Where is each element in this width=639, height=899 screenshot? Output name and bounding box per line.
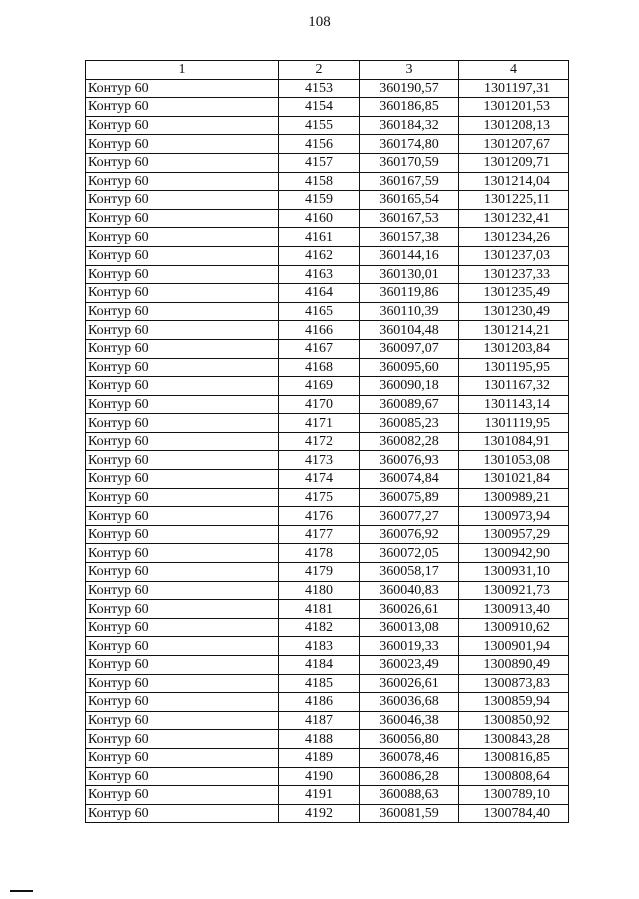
point-number-cell: 4160	[279, 209, 360, 228]
point-number-cell: 4173	[279, 451, 360, 470]
x-coordinate-cell: 360076,92	[360, 525, 459, 544]
x-coordinate-cell: 360190,57	[360, 79, 459, 98]
x-coordinate-cell: 360086,28	[360, 767, 459, 786]
contour-name-cell: Контур 60	[86, 321, 279, 340]
x-coordinate-cell: 360019,33	[360, 637, 459, 656]
y-coordinate-cell: 1301201,53	[459, 98, 569, 117]
x-coordinate-cell: 360085,23	[360, 414, 459, 433]
y-coordinate-cell: 1301197,31	[459, 79, 569, 98]
x-coordinate-cell: 360036,68	[360, 693, 459, 712]
x-coordinate-cell: 360104,48	[360, 321, 459, 340]
contour-name-cell: Контур 60	[86, 116, 279, 135]
table-row	[86, 581, 569, 600]
point-number-cell: 4181	[279, 600, 360, 619]
contour-name-cell: Контур 60	[86, 748, 279, 767]
contour-name-cell: Контур 60	[86, 451, 279, 470]
x-coordinate-cell: 360167,59	[360, 172, 459, 191]
point-number-cell: 4177	[279, 525, 360, 544]
contour-name-cell: Контур 60	[86, 730, 279, 749]
x-coordinate-cell: 360110,39	[360, 302, 459, 321]
table-row	[86, 209, 569, 228]
table-row	[86, 470, 569, 489]
y-coordinate-cell: 1301214,21	[459, 321, 569, 340]
y-coordinate-cell: 1301119,95	[459, 414, 569, 433]
column-header-4: 4	[459, 61, 569, 80]
y-coordinate-cell: 1300816,85	[459, 748, 569, 767]
point-number-cell: 4185	[279, 674, 360, 693]
contour-name-cell: Контур 60	[86, 581, 279, 600]
y-coordinate-cell: 1301214,04	[459, 172, 569, 191]
x-coordinate-cell: 360040,83	[360, 581, 459, 600]
x-coordinate-cell: 360023,49	[360, 656, 459, 675]
table-row	[86, 804, 569, 823]
y-coordinate-cell: 1301237,03	[459, 246, 569, 265]
y-coordinate-cell: 1301195,95	[459, 358, 569, 377]
y-coordinate-cell: 1301084,91	[459, 432, 569, 451]
table-row	[86, 321, 569, 340]
contour-name-cell: Контур 60	[86, 98, 279, 117]
point-number-cell: 4154	[279, 98, 360, 117]
y-coordinate-cell: 1301237,33	[459, 265, 569, 284]
point-number-cell: 4189	[279, 748, 360, 767]
table-row	[86, 451, 569, 470]
table-row	[86, 674, 569, 693]
point-number-cell: 4169	[279, 377, 360, 396]
point-number-cell: 4171	[279, 414, 360, 433]
contour-name-cell: Контур 60	[86, 358, 279, 377]
x-coordinate-cell: 360076,93	[360, 451, 459, 470]
point-number-cell: 4175	[279, 488, 360, 507]
table-row	[86, 358, 569, 377]
x-coordinate-cell: 360075,89	[360, 488, 459, 507]
contour-name-cell: Контур 60	[86, 228, 279, 247]
contour-name-cell: Контур 60	[86, 600, 279, 619]
table-row	[86, 191, 569, 210]
y-coordinate-cell: 1300850,92	[459, 711, 569, 730]
point-number-cell: 4166	[279, 321, 360, 340]
table-header-row	[86, 61, 569, 80]
contour-name-cell: Контур 60	[86, 135, 279, 154]
y-coordinate-cell: 1300890,49	[459, 656, 569, 675]
table-row	[86, 153, 569, 172]
y-coordinate-cell: 1300989,21	[459, 488, 569, 507]
table-row	[86, 265, 569, 284]
table-row	[86, 414, 569, 433]
contour-name-cell: Контур 60	[86, 284, 279, 303]
table-row	[86, 339, 569, 358]
x-coordinate-cell: 360095,60	[360, 358, 459, 377]
contour-name-cell: Контур 60	[86, 563, 279, 582]
y-coordinate-cell: 1300931,10	[459, 563, 569, 582]
table-row	[86, 98, 569, 117]
contour-name-cell: Контур 60	[86, 711, 279, 730]
x-coordinate-cell: 360184,32	[360, 116, 459, 135]
y-coordinate-cell: 1301230,49	[459, 302, 569, 321]
table-row	[86, 600, 569, 619]
table-row	[86, 525, 569, 544]
x-coordinate-cell: 360046,38	[360, 711, 459, 730]
y-coordinate-cell: 1300957,29	[459, 525, 569, 544]
contour-name-cell: Контур 60	[86, 525, 279, 544]
point-number-cell: 4159	[279, 191, 360, 210]
x-coordinate-cell: 360081,59	[360, 804, 459, 823]
table-row	[86, 284, 569, 303]
point-number-cell: 4186	[279, 693, 360, 712]
point-number-cell: 4164	[279, 284, 360, 303]
point-number-cell: 4163	[279, 265, 360, 284]
table-row	[86, 377, 569, 396]
x-coordinate-cell: 360170,59	[360, 153, 459, 172]
point-number-cell: 4184	[279, 656, 360, 675]
column-header-3: 3	[360, 61, 459, 80]
y-coordinate-cell: 1300859,94	[459, 693, 569, 712]
table-row	[86, 563, 569, 582]
contour-name-cell: Контур 60	[86, 172, 279, 191]
contour-name-cell: Контур 60	[86, 618, 279, 637]
contour-name-cell: Контур 60	[86, 339, 279, 358]
point-number-cell: 4155	[279, 116, 360, 135]
y-coordinate-cell: 1301235,49	[459, 284, 569, 303]
y-coordinate-cell: 1300873,83	[459, 674, 569, 693]
y-coordinate-cell: 1300789,10	[459, 786, 569, 805]
x-coordinate-cell: 360074,84	[360, 470, 459, 489]
x-coordinate-cell: 360026,61	[360, 600, 459, 619]
point-number-cell: 4176	[279, 507, 360, 526]
y-coordinate-cell: 1301053,08	[459, 451, 569, 470]
point-number-cell: 4157	[279, 153, 360, 172]
y-coordinate-cell: 1300942,90	[459, 544, 569, 563]
contour-name-cell: Контур 60	[86, 302, 279, 321]
point-number-cell: 4182	[279, 618, 360, 637]
point-number-cell: 4183	[279, 637, 360, 656]
contour-name-cell: Контур 60	[86, 209, 279, 228]
contour-name-cell: Контур 60	[86, 377, 279, 396]
point-number-cell: 4158	[279, 172, 360, 191]
contour-name-cell: Контур 60	[86, 414, 279, 433]
table-row	[86, 693, 569, 712]
table-row	[86, 711, 569, 730]
contour-name-cell: Контур 60	[86, 767, 279, 786]
x-coordinate-cell: 360186,85	[360, 98, 459, 117]
table-row	[86, 116, 569, 135]
point-number-cell: 4192	[279, 804, 360, 823]
coordinates-table-body	[86, 61, 569, 823]
point-number-cell: 4161	[279, 228, 360, 247]
x-coordinate-cell: 360167,53	[360, 209, 459, 228]
page-corner-mark	[10, 890, 33, 892]
y-coordinate-cell: 1301234,26	[459, 228, 569, 247]
x-coordinate-cell: 360026,61	[360, 674, 459, 693]
contour-name-cell: Контур 60	[86, 544, 279, 563]
coordinates-table	[85, 60, 569, 823]
table-row	[86, 730, 569, 749]
point-number-cell: 4191	[279, 786, 360, 805]
contour-name-cell: Контур 60	[86, 470, 279, 489]
y-coordinate-cell: 1300973,94	[459, 507, 569, 526]
x-coordinate-cell: 360058,17	[360, 563, 459, 582]
table-row	[86, 228, 569, 247]
table-row	[86, 618, 569, 637]
y-coordinate-cell: 1300808,64	[459, 767, 569, 786]
x-coordinate-cell: 360088,63	[360, 786, 459, 805]
y-coordinate-cell: 1301225,11	[459, 191, 569, 210]
x-coordinate-cell: 360119,86	[360, 284, 459, 303]
point-number-cell: 4178	[279, 544, 360, 563]
y-coordinate-cell: 1301021,84	[459, 470, 569, 489]
point-number-cell: 4187	[279, 711, 360, 730]
table-row	[86, 786, 569, 805]
point-number-cell: 4179	[279, 563, 360, 582]
x-coordinate-cell: 360077,27	[360, 507, 459, 526]
table-row	[86, 172, 569, 191]
point-number-cell: 4156	[279, 135, 360, 154]
y-coordinate-cell: 1300913,40	[459, 600, 569, 619]
column-header-1: 1	[86, 61, 279, 80]
y-coordinate-cell: 1301232,41	[459, 209, 569, 228]
y-coordinate-cell: 1300910,62	[459, 618, 569, 637]
x-coordinate-cell: 360056,80	[360, 730, 459, 749]
column-header-2: 2	[279, 61, 360, 80]
contour-name-cell: Контур 60	[86, 637, 279, 656]
point-number-cell: 4167	[279, 339, 360, 358]
contour-name-cell: Контур 60	[86, 786, 279, 805]
contour-name-cell: Контур 60	[86, 674, 279, 693]
contour-name-cell: Контур 60	[86, 395, 279, 414]
x-coordinate-cell: 360078,46	[360, 748, 459, 767]
x-coordinate-cell: 360089,67	[360, 395, 459, 414]
table-row	[86, 637, 569, 656]
contour-name-cell: Контур 60	[86, 507, 279, 526]
point-number-cell: 4162	[279, 246, 360, 265]
contour-name-cell: Контур 60	[86, 153, 279, 172]
table-row	[86, 767, 569, 786]
y-coordinate-cell: 1300843,28	[459, 730, 569, 749]
contour-name-cell: Контур 60	[86, 656, 279, 675]
point-number-cell: 4174	[279, 470, 360, 489]
contour-name-cell: Контур 60	[86, 79, 279, 98]
y-coordinate-cell: 1300901,94	[459, 637, 569, 656]
contour-name-cell: Контур 60	[86, 488, 279, 507]
point-number-cell: 4165	[279, 302, 360, 321]
point-number-cell: 4172	[279, 432, 360, 451]
table-row	[86, 135, 569, 154]
x-coordinate-cell: 360165,54	[360, 191, 459, 210]
point-number-cell: 4190	[279, 767, 360, 786]
x-coordinate-cell: 360082,28	[360, 432, 459, 451]
x-coordinate-cell: 360144,16	[360, 246, 459, 265]
contour-name-cell: Контур 60	[86, 191, 279, 210]
x-coordinate-cell: 360174,80	[360, 135, 459, 154]
y-coordinate-cell: 1301209,71	[459, 153, 569, 172]
point-number-cell: 4168	[279, 358, 360, 377]
point-number-cell: 4153	[279, 79, 360, 98]
x-coordinate-cell: 360130,01	[360, 265, 459, 284]
x-coordinate-cell: 360157,38	[360, 228, 459, 247]
table-row	[86, 544, 569, 563]
y-coordinate-cell: 1301208,13	[459, 116, 569, 135]
x-coordinate-cell: 360090,18	[360, 377, 459, 396]
x-coordinate-cell: 360072,05	[360, 544, 459, 563]
table-row	[86, 488, 569, 507]
contour-name-cell: Контур 60	[86, 804, 279, 823]
y-coordinate-cell: 1301167,32	[459, 377, 569, 396]
table-row	[86, 302, 569, 321]
x-coordinate-cell: 360097,07	[360, 339, 459, 358]
y-coordinate-cell: 1301207,67	[459, 135, 569, 154]
point-number-cell: 4180	[279, 581, 360, 600]
contour-name-cell: Контур 60	[86, 265, 279, 284]
contour-name-cell: Контур 60	[86, 432, 279, 451]
y-coordinate-cell: 1301203,84	[459, 339, 569, 358]
contour-name-cell: Контур 60	[86, 246, 279, 265]
table-row	[86, 507, 569, 526]
y-coordinate-cell: 1300921,73	[459, 581, 569, 600]
point-number-cell: 4188	[279, 730, 360, 749]
table-row	[86, 395, 569, 414]
x-coordinate-cell: 360013,08	[360, 618, 459, 637]
table-row	[86, 748, 569, 767]
point-number-cell: 4170	[279, 395, 360, 414]
contour-name-cell: Контур 60	[86, 693, 279, 712]
y-coordinate-cell: 1301143,14	[459, 395, 569, 414]
table-row	[86, 246, 569, 265]
table-row	[86, 79, 569, 98]
table-row	[86, 656, 569, 675]
y-coordinate-cell: 1300784,40	[459, 804, 569, 823]
table-row	[86, 432, 569, 451]
page-number: 108	[308, 14, 331, 30]
